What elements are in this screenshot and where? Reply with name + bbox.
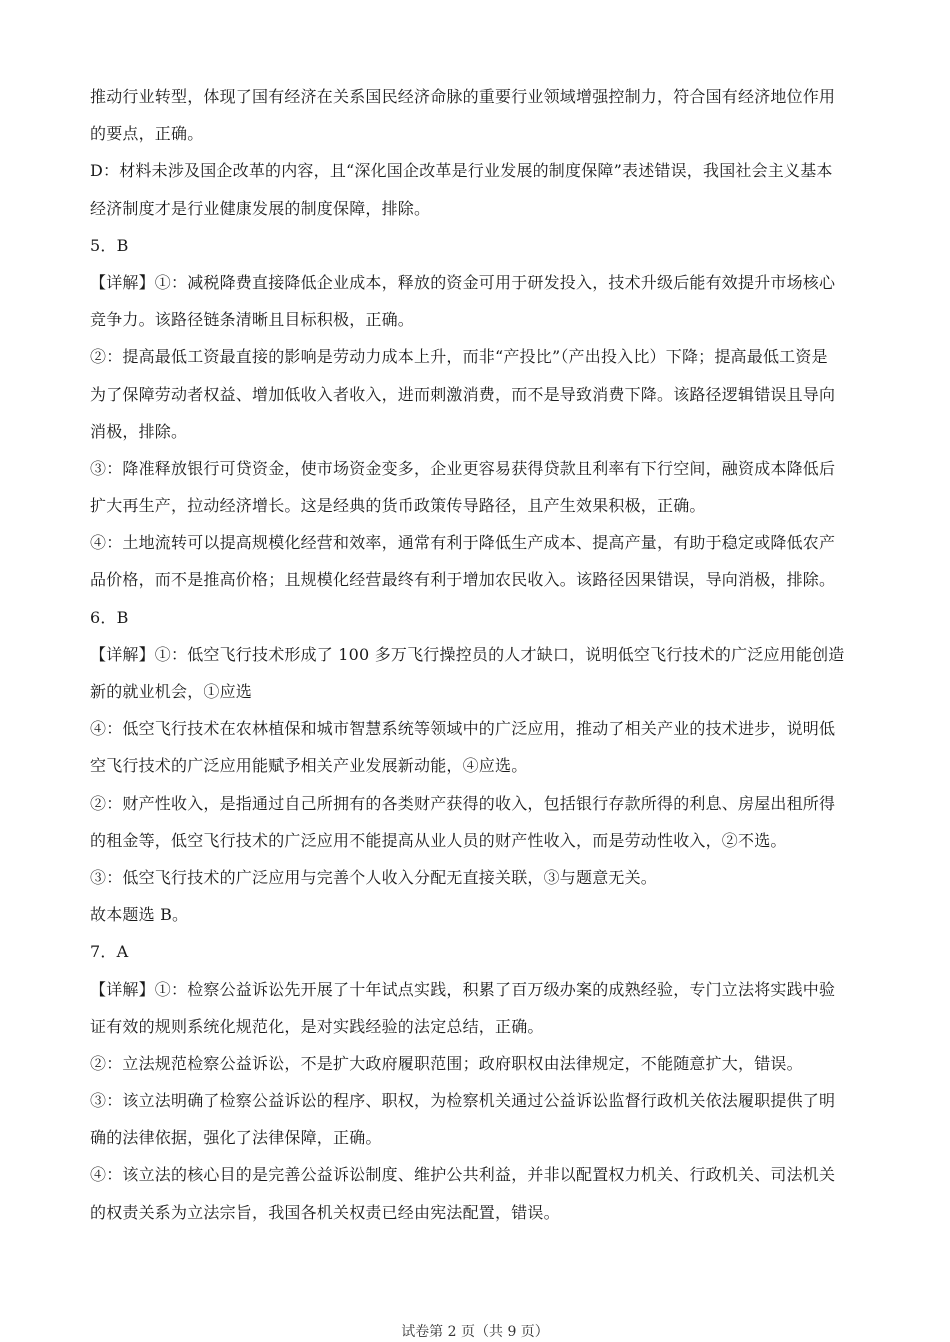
- text-line: 经济制度才是行业健康发展的制度保障，排除。: [90, 198, 431, 218]
- text-line: 【详解】①：低空飞行技术形成了 100 多万飞行操控员的人才缺口，说明低空飞行技术的广泛应用能创造: [90, 644, 845, 664]
- text-line: ④：低空飞行技术在农林植保和城市智慧系统等领域中的广泛应用，推动了相关产业的技术进步，说明低: [90, 719, 836, 739]
- text-line: 5．B: [90, 235, 129, 255]
- text-line: 的租金等，低空飞行技术的广泛应用不能提高从业人员的财产性收入，而是劳动性收入，②不选。: [90, 830, 787, 850]
- text-line: 7．A: [90, 942, 129, 962]
- text-line: 推动行业转型，体现了国有经济在关系国民经济命脉的重要行业领域增强控制力，符合国有经济地位作用: [90, 87, 836, 106]
- text-line: ④：土地流转可以提高规模化经营和效率，通常有利于降低生产成本、提高产量，有助于稳定或降低农产: [90, 533, 836, 553]
- document-body: [90, 78, 870, 1231]
- page-footer: 试卷第 2 页（共 9 页）: [401, 1324, 549, 1340]
- text-line: 消极，排除。: [90, 421, 188, 441]
- text-line: 【详解】①：检察公益诉讼先开展了十年试点实践，积累了百万级办案的成熟经验，专门立法将实践中验: [90, 979, 836, 999]
- text-line: ③：低空飞行技术的广泛应用与完善个人收入分配无直接关联，③与题意无关。: [90, 867, 658, 887]
- text-line: ②：财产性收入，是指通过自己所拥有的各类财产获得的收入，包括银行存款所得的利息、房屋出租所得: [90, 793, 836, 813]
- text-line: 确的法律依据，强化了法律保障，正确。: [90, 1128, 382, 1148]
- text-line: ③：降准释放银行可贷资金，使市场资金变多，企业更容易获得贷款且利率有下行空间，融资成本降低后: [90, 458, 836, 478]
- text-line: 6．B: [90, 607, 129, 627]
- text-line: ②：提高最低工资最直接的影响是劳动力成本上升，而非“产投比”（产出投入比）下降；提高最低工资是: [90, 347, 828, 367]
- text-line: 的权责关系为立法宗旨，我国各机关权责已经由宪法配置，错误。: [90, 1202, 560, 1222]
- text-line: ②：立法规范检察公益诉讼，不是扩大政府履职范围；政府职权由法律规定，不能随意扩大，错误。: [90, 1053, 803, 1073]
- text-line: D：材料未涉及国企改革的内容，且“深化国企改革是行业发展的制度保障”表述错误，我国社会主义基本: [90, 161, 833, 181]
- text-line: 扩大再生产，拉动经济增长。这是经典的货币政策传导路径，且产生效果积极，正确。: [90, 496, 706, 516]
- text-line: 新的就业机会，①应选: [90, 682, 253, 701]
- text-line: ③：该立法明确了检察公益诉讼的程序、职权，为检察机关通过公益诉讼监督行政机关依法履职提供了明: [90, 1091, 836, 1111]
- text-line: 【详解】①：减税降费直接降低企业成本，释放的资金可用于研发投入，技术升级后能有效提升市场核心: [90, 272, 836, 292]
- text-line: 为了保障劳动者权益、增加低收入者收入，进而刺激消费，而不是导致消费下降。该路径逻辑错误且导向: [90, 384, 836, 404]
- text-line: 空飞行技术的广泛应用能赋予相关产业发展新动能，④应选。: [90, 756, 528, 776]
- text-line: 的要点，正确。: [90, 124, 204, 144]
- text-line: 竞争力。该路径链条清晰且目标积极，正确。: [90, 310, 415, 330]
- text-line: 故本题选 B。: [90, 905, 189, 925]
- text-line: 证有效的规则系统化规范化，是对实践经验的法定总结，正确。: [90, 1016, 544, 1036]
- text-line: ④：该立法的核心目的是完善公益诉讼制度、维护公共利益，并非以配置权力机关、行政机关、司法机关: [90, 1165, 836, 1185]
- text-line: 品价格，而不是推高价格；且规模化经营最终有利于增加农民收入。该路径因果错误，导向消极，排除。: [90, 570, 836, 590]
